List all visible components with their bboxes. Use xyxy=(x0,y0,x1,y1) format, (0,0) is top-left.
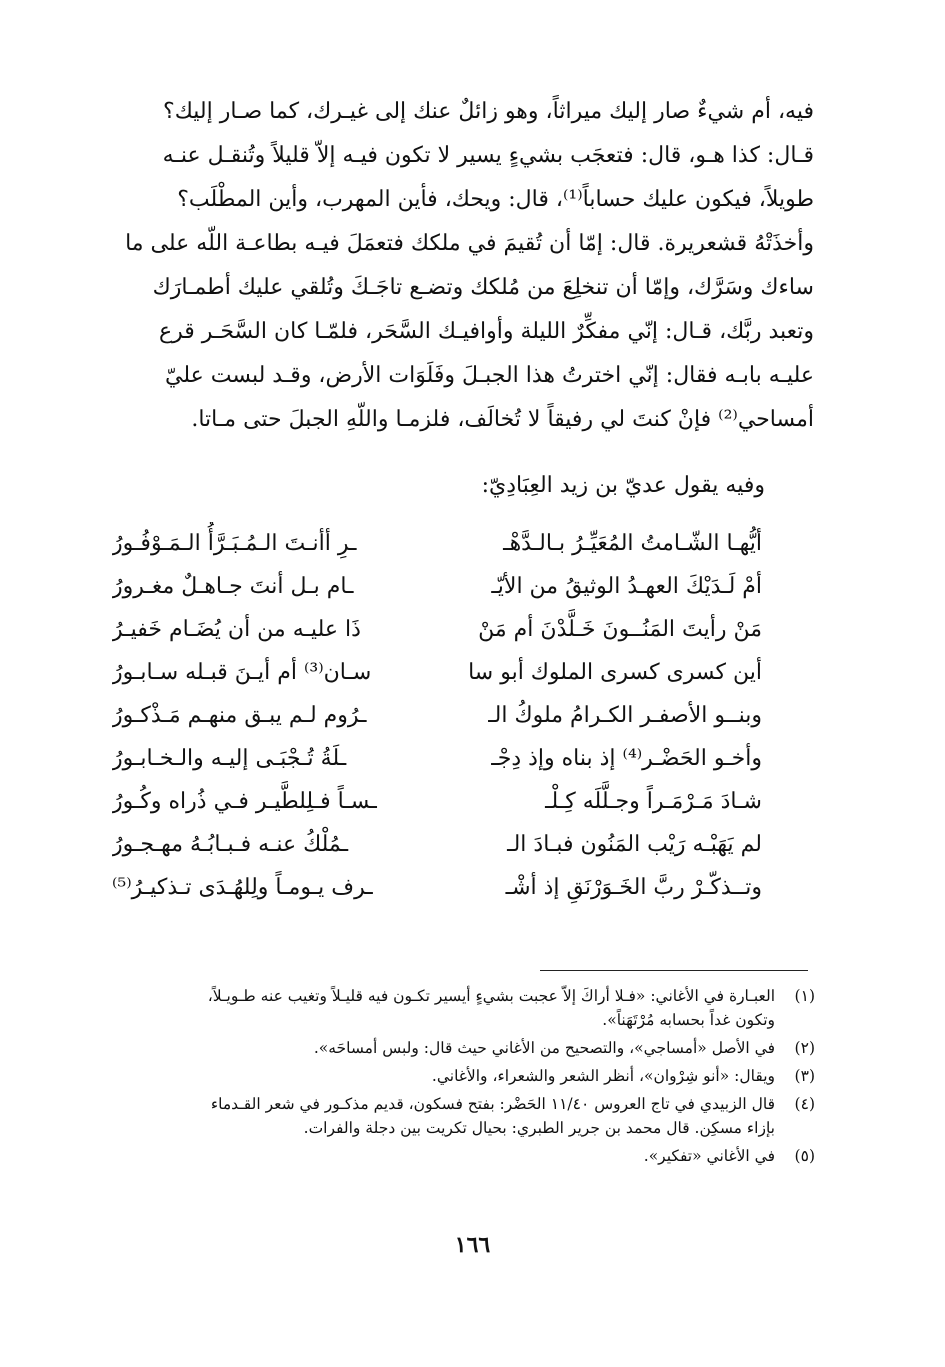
verse-second-hemistich: ـسـاً فـلِلطَّيـر فـي ذُراه وكُـورُ xyxy=(112,789,377,814)
footnote-line: قال الزبيدي في تاج العروس ١١/٤٠ الحَضْر: بفتح فسكون، قديم مذكـور في شعر القـدماء xyxy=(210,1095,775,1113)
prose-line: وتعبد ربَّك، قـال: إنّي مفكِّرٌ الليلة وأوافيـك السَّحَر، فلمّـا كان السَّحَـر قرع xyxy=(158,319,814,344)
footnote-number: (٣) xyxy=(794,1067,815,1085)
footnote-divider xyxy=(540,970,808,971)
page-number: ١٦٦ xyxy=(454,1232,491,1258)
prose-line: عليـه بابـه فقال: إنّي اخترتُ هذا الجبـلَ وفَلَوَات الأرض، وقـد لبست عليّ xyxy=(165,363,814,388)
prose-line: وأخذَتْهُ قشعريرة. قال: إمّا أن تُقيمَ في ملكك فتعمَلَ فيـه بطاعـة اللّه على ما xyxy=(125,231,814,256)
verse-second-hemistich: ذَا عليـه من أن يُضَـام خَفيـرُ xyxy=(112,617,361,642)
poem-intro: وفيه يقول عديّ بن زيد العِبَادِيّ: xyxy=(481,473,765,498)
verse-first-hemistich: وتــذكّـرْ ربَّ الخَـوَرْنَقِ إذ أشْـ xyxy=(505,875,762,900)
verse-first-hemistich: أين كسرى كسرى الملوك أبو سا xyxy=(468,660,762,685)
verse-first-hemistich: مَنْ رأيتَ المَنُــونَ خَـلَّدْنَ أم مَنْ xyxy=(478,617,762,642)
poem xyxy=(112,522,762,909)
footnote xyxy=(90,1064,815,1088)
prose-line: طويلاً، فيكون عليك حساباً⁽¹⁾، قال: ويحك، فأين المهرب، وأين المطْلَب؟ xyxy=(177,187,814,212)
footnote-text xyxy=(90,1036,775,1060)
footnote-line: بإزاء مسكِن. قال محمد بن جرير الطبري: بحيال تكريت بين دجلة والفرات. xyxy=(303,1119,775,1137)
verse-second-hemistich: ـام بـل أنتَ جـاهـلٌ مغـرورُ xyxy=(112,574,354,599)
footnote xyxy=(90,1144,815,1168)
poem-verse xyxy=(112,823,762,866)
verse-first-hemistich: شـادَ مَـرْمَـراً وجـلَّلَه كِـلْـ xyxy=(545,789,762,814)
poem-verse xyxy=(112,651,762,694)
verse-first-hemistich: أيُّهـا الشّـامتُ المُعَيِّـرُ بـالـدَّهْـ xyxy=(503,531,762,556)
poem-verse xyxy=(112,866,762,909)
footnote-line: في الأغاني «تفكير». xyxy=(643,1147,775,1165)
footnotes xyxy=(90,984,815,1172)
footnote xyxy=(90,984,815,1032)
poem-verse xyxy=(112,522,762,565)
prose-line: ساءك وسَرَّك، وإمّا أن تنخلِعَ من مُلكك وتضـع تاجَـكَ وتُلقي عليك أطمـارَك xyxy=(152,275,814,300)
prose-line: قـال: كذا هـو، قال: فتعجَب بشيءٍ يسير لا تكون فيـه إلاّ قليلاً وتُنقـل عنـه xyxy=(162,143,814,168)
verse-second-hemistich: ـرُوم لـم يبـق منهـم مَـذْكـورُ xyxy=(112,703,367,728)
verse-first-hemistich: لم يَهَبْـه رَيْب المَنُون فبـادَ الـ xyxy=(507,832,762,857)
verse-second-hemistich: ـلَةُ تُـجْبَـى إليـه والـخـابـورُ xyxy=(112,746,347,771)
poem-verse xyxy=(112,608,762,651)
verse-second-hemistich: ـمُلْكُ عنـه فـبـابُـهُ مهـجـورُ xyxy=(112,832,349,857)
footnote-line: وتكون غداً بحسابه مُرْتَهَناً». xyxy=(602,1011,775,1029)
footnote-text xyxy=(90,1092,775,1140)
prose-line: أمساحي⁽²⁾ فإنْ كنتَ لي رفيقاً لا تُخالَف، فلزمـا واللّهِ الجبلَ حتى مـاتا. xyxy=(191,407,814,432)
footnote-text xyxy=(90,984,775,1032)
footnote-text xyxy=(90,1144,775,1168)
poem-verse xyxy=(112,565,762,608)
footnote-number: (٢) xyxy=(794,1039,815,1057)
poem-verse xyxy=(112,737,762,780)
footnote xyxy=(90,1092,815,1140)
footnote-line: ويقال: «أنو شِرْوان»، أنظر الشعر والشعراء، والأغاني. xyxy=(431,1067,775,1085)
verse-first-hemistich: أمْ لَـدَيْكَ العهـدُ الوثيقُ من الأيّـ xyxy=(491,574,762,599)
footnote-text xyxy=(90,1064,775,1088)
footnote-number: (١) xyxy=(794,987,815,1005)
footnote-line: في الأصل «أمساجي»، والتصحيح من الأغاني حيث قال: ولبس أمساحَه». xyxy=(313,1039,775,1057)
footnote xyxy=(90,1036,815,1060)
verse-first-hemistich: وبنــو الأصفـر الكـرامُ ملوكُ الـ xyxy=(488,703,762,728)
prose-paragraph xyxy=(112,90,814,442)
verse-second-hemistich: ـرف يـومـاً ولِلهُـدَى تـذكيـرُ⁽⁵⁾ xyxy=(112,875,373,900)
poem-verse xyxy=(112,694,762,737)
footnote-number: (٥) xyxy=(794,1147,815,1165)
footnote-number: (٤) xyxy=(794,1095,815,1113)
footnote-line: العبـارة في الأغاني: «فـلا أراكَ إلاّ عجبت بشيءٍ أيسير تكـون فيه قليـلاً وتغيب عنه طـويـلاً، xyxy=(207,987,775,1005)
poem-verse xyxy=(112,780,762,823)
verse-second-hemistich: سـان⁽³⁾ أم أيـنَ قبـله سـابـورُ xyxy=(112,660,372,685)
prose-line: فيه، أم شيءٌ صار إليك ميراثاً، وهو زائلٌ عنك إلى غيـرك، كما صـار إليك؟ xyxy=(163,99,814,124)
verse-second-hemistich: ـرِ أأنـتَ الـمُـبَـرَّأُ الـمَـوْفُـورُ xyxy=(112,531,357,556)
verse-first-hemistich: وأخـو الحَضْـر⁽⁴⁾ إذ بناه وإذ دِجْـ xyxy=(491,746,762,771)
